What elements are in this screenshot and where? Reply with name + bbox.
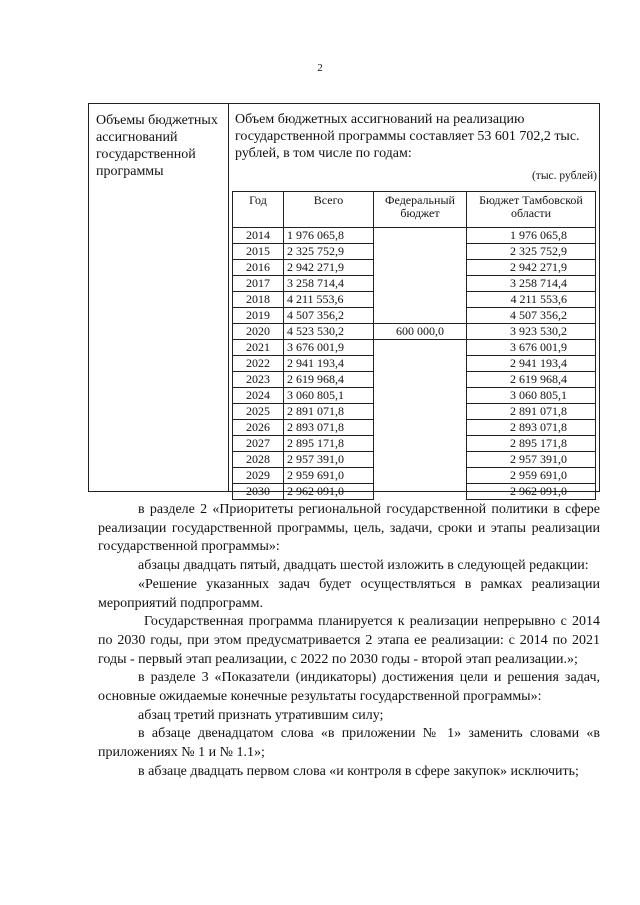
header-regional: Бюджет Тамбовской области [467, 192, 596, 228]
cell-regional: 3 676 001,9 [467, 340, 596, 356]
body-text [98, 501, 600, 782]
cell-year: 2017 [233, 276, 284, 292]
table-row [233, 276, 596, 292]
table-row [233, 484, 596, 500]
header-total: Всего [284, 192, 374, 228]
cell-federal [374, 436, 467, 452]
cell-federal [374, 276, 467, 292]
cell-total: 2 959 691,0 [284, 468, 374, 484]
cell-year: 2022 [233, 356, 284, 372]
paragraph: Государственная программа планируется к реализации непрерывно с 2014 по 2030 годы, при этом предусматривается 2 этапа ее реализации: с 2014 по 2021 годы - первый этап реализации, с 2022 по 2030 годы - второй этап реализации.»; [98, 614, 600, 667]
page-number: 2 [317, 62, 323, 74]
cell-total: 2 893 071,8 [284, 420, 374, 436]
cell-total: 2 325 752,9 [284, 244, 374, 260]
cell-federal [374, 260, 467, 276]
table-row [233, 324, 596, 340]
cell-total: 2 957 391,0 [284, 452, 374, 468]
table-row [233, 404, 596, 420]
cell-regional: 2 942 271,9 [467, 260, 596, 276]
cell-total: 4 507 356,2 [284, 308, 374, 324]
cell-total: 4 211 553,6 [284, 292, 374, 308]
table-row [233, 388, 596, 404]
cell-regional: 1 976 065,8 [467, 228, 596, 244]
cell-total: 2 941 193,4 [284, 356, 374, 372]
cell-year: 2018 [233, 292, 284, 308]
passport-block [88, 103, 600, 498]
table-row [233, 308, 596, 324]
cell-federal [374, 308, 467, 324]
cell-regional: 3 060 805,1 [467, 388, 596, 404]
header-federal: Федеральный бюджет [374, 192, 467, 228]
table-row [233, 260, 596, 276]
cell-federal [374, 388, 467, 404]
cell-regional: 2 619 968,4 [467, 372, 596, 388]
cell-regional: 2 325 752,9 [467, 244, 596, 260]
cell-total: 2 962 091,0 [284, 484, 374, 500]
cell-regional: 2 957 391,0 [467, 452, 596, 468]
cell-federal [374, 228, 467, 244]
cell-federal [374, 452, 467, 468]
cell-federal [374, 404, 467, 420]
cell-year: 2030 [233, 484, 284, 500]
cell-year: 2027 [233, 436, 284, 452]
cell-total: 2 942 271,9 [284, 260, 374, 276]
cell-year: 2024 [233, 388, 284, 404]
table-row [233, 340, 596, 356]
table-row [233, 468, 596, 484]
budget-table [232, 191, 596, 500]
cell-regional: 2 893 071,8 [467, 420, 596, 436]
paragraph: в разделе 2 «Приоритеты региональной государственной политики в сфере реализации государственной программы, цель, задачи, сроки и этапы реализации государственной программы»: [98, 502, 600, 555]
table-header-row [233, 192, 596, 228]
cell-total: 3 676 001,9 [284, 340, 374, 356]
table-row [233, 356, 596, 372]
cell-year: 2026 [233, 420, 284, 436]
cell-total: 1 976 065,8 [284, 228, 374, 244]
cell-year: 2015 [233, 244, 284, 260]
cell-regional: 2 895 171,8 [467, 436, 596, 452]
cell-year: 2020 [233, 324, 284, 340]
cell-total: 3 258 714,4 [284, 276, 374, 292]
table-row [233, 292, 596, 308]
cell-federal [374, 356, 467, 372]
budget-intro: Объем бюджетных ассигнований на реализацию государственной программы составляет 53 601 702,2 тыс. рублей, в том числе по годам: [235, 112, 580, 161]
cell-federal [374, 420, 467, 436]
cell-total: 3 060 805,1 [284, 388, 374, 404]
cell-federal [374, 244, 467, 260]
left-label: Объемы бюджетных ассигнований государственной программы [96, 113, 218, 179]
cell-year: 2023 [233, 372, 284, 388]
cell-year: 2016 [233, 260, 284, 276]
cell-federal [374, 468, 467, 484]
column-divider [228, 104, 229, 491]
paragraph: в абзаце двадцать первом слова «и контроля в сфере закупок» исключить; [138, 763, 579, 779]
cell-federal [374, 292, 467, 308]
cell-year: 2028 [233, 452, 284, 468]
paragraph: абзац третий признать утратившим силу; [138, 707, 384, 723]
cell-year: 2014 [233, 228, 284, 244]
table-row [233, 420, 596, 436]
paragraph: в абзаце двенадцатом слова «в приложении № 1» заменить словами «в приложениях № 1 и № 1.1»; [98, 726, 600, 761]
cell-federal: 600 000,0 [374, 324, 467, 340]
cell-year: 2025 [233, 404, 284, 420]
cell-year: 2029 [233, 468, 284, 484]
cell-regional: 3 258 714,4 [467, 276, 596, 292]
cell-total: 2 891 071,8 [284, 404, 374, 420]
cell-year: 2019 [233, 308, 284, 324]
table-row [233, 228, 596, 244]
table-row [233, 452, 596, 468]
cell-regional: 2 962 091,0 [467, 484, 596, 500]
cell-regional: 2 959 691,0 [467, 468, 596, 484]
cell-federal [374, 484, 467, 500]
cell-federal [374, 340, 467, 356]
cell-year: 2021 [233, 340, 284, 356]
cell-regional: 2 941 193,4 [467, 356, 596, 372]
cell-regional: 3 923 530,2 [467, 324, 596, 340]
table-row [233, 244, 596, 260]
cell-federal [374, 372, 467, 388]
cell-regional: 4 211 553,6 [467, 292, 596, 308]
header-year: Год [233, 192, 284, 228]
paragraph: в разделе 3 «Показатели (индикаторы) достижения цели и решения задач, основные ожидаемые конечные результаты государственной программы»: [98, 670, 600, 705]
table-row [233, 436, 596, 452]
unit-label: (тыс. рублей) [531, 170, 597, 182]
cell-total: 4 523 530,2 [284, 324, 374, 340]
cell-regional: 2 891 071,8 [467, 404, 596, 420]
cell-regional: 4 507 356,2 [467, 308, 596, 324]
cell-total: 2 619 968,4 [284, 372, 374, 388]
cell-total: 2 895 171,8 [284, 436, 374, 452]
table-row [233, 372, 596, 388]
paragraph: «Решение указанных задач будет осуществляться в рамках реализации мероприятий подпрограмм. [98, 576, 600, 611]
paragraph: абзацы двадцать пятый, двадцать шестой изложить в следующей редакции: [138, 558, 589, 574]
